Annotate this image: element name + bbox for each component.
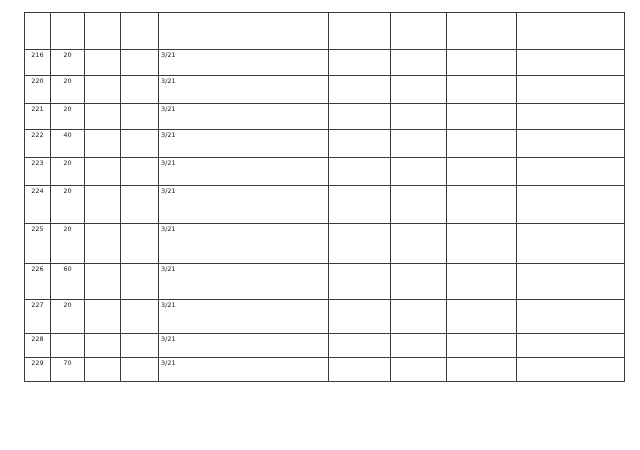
residence-cell (85, 130, 121, 158)
symptoms-cell (159, 358, 329, 382)
symptoms-cell-line: 3/21 (161, 77, 176, 85)
table-row (25, 76, 625, 104)
symptoms-cell (159, 130, 329, 158)
case-number-cell-line: 220 (31, 77, 44, 85)
status-cell (447, 76, 517, 104)
symptoms-cell-line: 3/21 (161, 301, 176, 309)
symptoms-cell (159, 264, 329, 300)
case-number-cell-line: 223 (31, 159, 44, 167)
header-case-number (25, 13, 51, 50)
close-contacts-cell (391, 50, 447, 76)
close-contacts-cell (391, 186, 447, 224)
table-header-row (25, 13, 625, 50)
residence-cell (85, 358, 121, 382)
age-sex-cell (51, 76, 85, 104)
close-contacts-cell (391, 224, 447, 264)
table-row (25, 334, 625, 358)
category-cell (121, 300, 159, 334)
table-row (25, 50, 625, 76)
contacts-cell (329, 358, 391, 382)
relation-cell (517, 186, 625, 224)
age-sex-cell (51, 334, 85, 358)
case-number-cell (25, 158, 51, 186)
close-contacts-cell (391, 76, 447, 104)
residence-cell (85, 186, 121, 224)
case-number-cell (25, 300, 51, 334)
relation-cell (517, 334, 625, 358)
category-cell (121, 186, 159, 224)
case-number-cell-line: 228 (31, 335, 44, 343)
symptoms-cell-line: 3/21 (161, 105, 176, 113)
header-status (447, 13, 517, 50)
status-cell (447, 264, 517, 300)
age-sex-cell-line: 60 (63, 265, 72, 273)
category-cell (121, 130, 159, 158)
case-number-cell (25, 358, 51, 382)
case-number-cell (25, 104, 51, 130)
relation-cell (517, 104, 625, 130)
close-contacts-cell (391, 358, 447, 382)
case-number-cell-line: 227 (31, 301, 44, 309)
category-cell (121, 104, 159, 130)
category-cell (121, 264, 159, 300)
status-cell (447, 334, 517, 358)
close-contacts-cell (391, 334, 447, 358)
status-cell (447, 224, 517, 264)
contacts-cell (329, 50, 391, 76)
table-row (25, 224, 625, 264)
relation-cell (517, 76, 625, 104)
age-sex-cell (51, 130, 85, 158)
close-contacts-cell (391, 104, 447, 130)
contacts-cell (329, 300, 391, 334)
symptoms-cell-line: 3/21 (161, 335, 176, 343)
relation-cell (517, 300, 625, 334)
residence-cell (85, 334, 121, 358)
case-number-cell (25, 264, 51, 300)
status-cell (447, 358, 517, 382)
case-number-cell-line: 226 (31, 265, 44, 273)
symptoms-cell (159, 158, 329, 186)
age-sex-cell (51, 224, 85, 264)
table-row (25, 186, 625, 224)
category-cell (121, 358, 159, 382)
close-contacts-cell (391, 300, 447, 334)
residence-cell (85, 264, 121, 300)
contacts-cell (329, 224, 391, 264)
symptoms-cell (159, 186, 329, 224)
case-number-cell-line: 222 (31, 131, 44, 139)
header-contacts (329, 13, 391, 50)
symptoms-cell-line: 3/21 (161, 359, 176, 367)
close-contacts-cell (391, 158, 447, 186)
residence-cell (85, 50, 121, 76)
residence-cell (85, 76, 121, 104)
contacts-cell (329, 130, 391, 158)
symptoms-cell (159, 50, 329, 76)
status-cell (447, 104, 517, 130)
age-sex-cell (51, 358, 85, 382)
header-age-sex (51, 13, 85, 50)
symptoms-cell (159, 104, 329, 130)
age-sex-cell-line: 20 (63, 225, 72, 233)
category-cell (121, 76, 159, 104)
case-number-cell-line: 229 (31, 359, 44, 367)
contacts-cell (329, 76, 391, 104)
table-row (25, 264, 625, 300)
category-cell (121, 158, 159, 186)
category-cell (121, 50, 159, 76)
case-number-cell-line: 221 (31, 105, 44, 113)
case-number-cell (25, 76, 51, 104)
symptoms-cell-line: 3/21 (161, 51, 176, 59)
age-sex-cell (51, 186, 85, 224)
header-close-contacts (391, 13, 447, 50)
case-table (24, 12, 625, 382)
symptoms-cell (159, 334, 329, 358)
relation-cell (517, 158, 625, 186)
case-number-cell (25, 186, 51, 224)
status-cell (447, 130, 517, 158)
relation-cell (517, 264, 625, 300)
age-sex-cell-line: 20 (63, 301, 72, 309)
symptoms-cell-line: 3/21 (161, 187, 176, 195)
age-sex-cell (51, 264, 85, 300)
category-cell (121, 224, 159, 264)
table-row (25, 158, 625, 186)
residence-cell (85, 158, 121, 186)
category-cell (121, 334, 159, 358)
relation-cell (517, 358, 625, 382)
close-contacts-cell (391, 264, 447, 300)
case-number-cell-line: 216 (31, 51, 44, 59)
header-category (121, 13, 159, 50)
symptoms-cell-line: 3/21 (161, 265, 176, 273)
relation-cell (517, 50, 625, 76)
symptoms-cell (159, 300, 329, 334)
residence-cell (85, 104, 121, 130)
case-number-cell-line: 224 (31, 187, 44, 195)
age-sex-cell (51, 104, 85, 130)
symptoms-cell-line: 3/21 (161, 159, 176, 167)
symptoms-cell-line: 3/21 (161, 225, 176, 233)
table-row (25, 358, 625, 382)
case-number-cell (25, 50, 51, 76)
header-relation (517, 13, 625, 50)
symptoms-cell (159, 224, 329, 264)
table-row (25, 130, 625, 158)
relation-cell (517, 224, 625, 264)
age-sex-cell-line: 20 (63, 187, 72, 195)
symptoms-cell-line: 3/21 (161, 131, 176, 139)
age-sex-cell-line: 20 (63, 159, 72, 167)
status-cell (447, 50, 517, 76)
symptoms-cell (159, 76, 329, 104)
age-sex-cell (51, 158, 85, 186)
age-sex-cell-line: 40 (63, 131, 72, 139)
status-cell (447, 158, 517, 186)
close-contacts-cell (391, 130, 447, 158)
age-sex-cell (51, 300, 85, 334)
case-number-cell (25, 224, 51, 264)
contacts-cell (329, 334, 391, 358)
residence-cell (85, 300, 121, 334)
table-row (25, 300, 625, 334)
age-sex-cell-line: 20 (63, 51, 72, 59)
case-number-cell-line: 225 (31, 225, 44, 233)
status-cell (447, 186, 517, 224)
contacts-cell (329, 158, 391, 186)
status-cell (447, 300, 517, 334)
header-symptoms (159, 13, 329, 50)
contacts-cell (329, 104, 391, 130)
case-number-cell (25, 334, 51, 358)
header-residence (85, 13, 121, 50)
age-sex-cell (51, 50, 85, 76)
contacts-cell (329, 264, 391, 300)
age-sex-cell-line: 20 (63, 77, 72, 85)
residence-cell (85, 224, 121, 264)
age-sex-cell-line: 70 (63, 359, 72, 367)
case-number-cell (25, 130, 51, 158)
age-sex-cell-line: 20 (63, 105, 72, 113)
table-row (25, 104, 625, 130)
contacts-cell (329, 186, 391, 224)
relation-cell (517, 130, 625, 158)
